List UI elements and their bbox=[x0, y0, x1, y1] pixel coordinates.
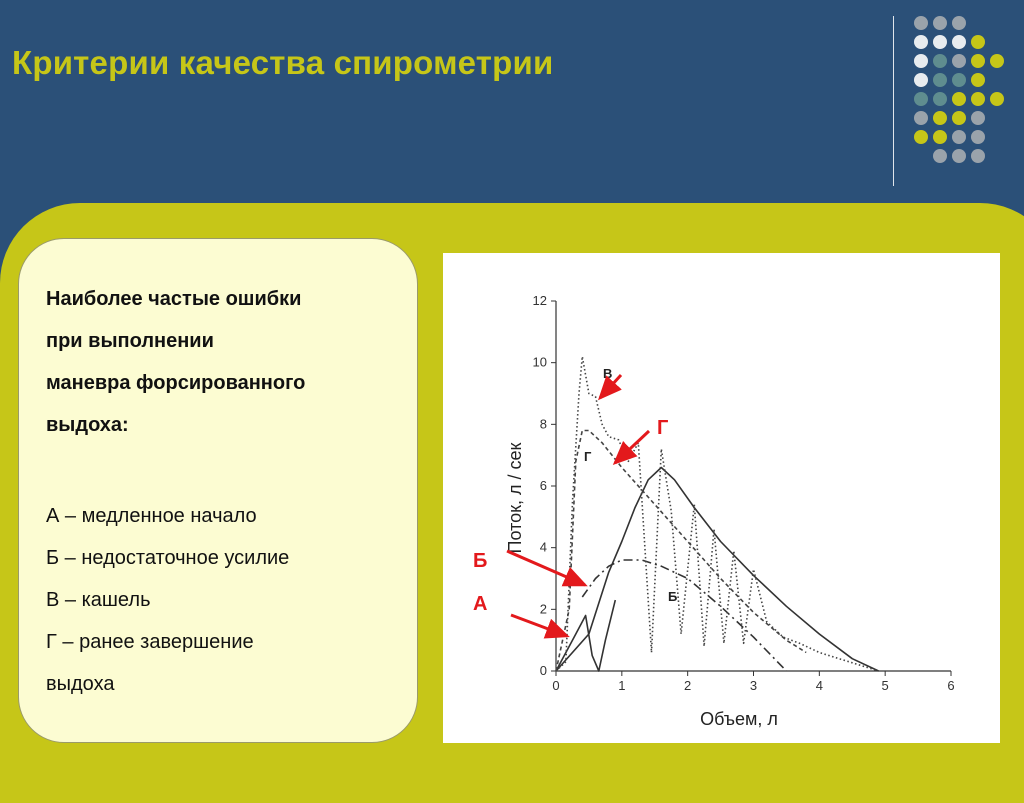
list-item: А – медленное начало bbox=[46, 505, 257, 527]
heading-line-2: при выполнении bbox=[46, 330, 214, 352]
dot bbox=[933, 149, 947, 163]
dot bbox=[971, 35, 985, 49]
chart-svg bbox=[443, 253, 1000, 743]
callout-label-g: Г bbox=[657, 417, 669, 439]
dot bbox=[933, 130, 947, 144]
dot bbox=[933, 54, 947, 68]
dot bbox=[914, 130, 928, 144]
callout-label-a: А bbox=[473, 593, 488, 615]
y-tick-label: 10 bbox=[532, 354, 547, 370]
callout-arrow-b bbox=[507, 551, 585, 585]
curve-label-b: Б bbox=[668, 589, 678, 604]
heading-line-4: выдоха: bbox=[46, 414, 129, 436]
x-tick-label: 3 bbox=[749, 678, 758, 693]
dot bbox=[933, 73, 947, 87]
dot bbox=[952, 130, 966, 144]
y-tick-label: 2 bbox=[539, 601, 547, 617]
dot bbox=[914, 111, 928, 125]
dot bbox=[914, 35, 928, 49]
heading-line-1: Наиболее частые ошибки bbox=[46, 288, 302, 310]
dot bbox=[971, 73, 985, 87]
series-line-0 bbox=[556, 468, 879, 672]
dot bbox=[971, 149, 985, 163]
series-line-3 bbox=[556, 357, 879, 672]
x-tick-label: 4 bbox=[815, 678, 823, 693]
dot bbox=[952, 149, 966, 163]
x-tick-label: 6 bbox=[947, 678, 955, 693]
list-item: Б – недостаточное усилие bbox=[46, 547, 290, 569]
y-tick-label: 6 bbox=[539, 478, 547, 493]
dot bbox=[990, 92, 1004, 106]
flow-volume-chart bbox=[443, 253, 1000, 743]
dot bbox=[933, 35, 947, 49]
dot bbox=[952, 35, 966, 49]
dot bbox=[971, 54, 985, 68]
dot bbox=[914, 73, 928, 87]
dot bbox=[952, 73, 966, 87]
x-axis-label: Объем, л bbox=[700, 709, 778, 729]
decorative-dot-grid bbox=[0, 0, 1024, 200]
dot bbox=[933, 16, 947, 30]
dot bbox=[990, 54, 1004, 68]
y-axis-label: Поток, л / сек bbox=[505, 442, 525, 554]
dot bbox=[952, 16, 966, 30]
dot bbox=[914, 16, 928, 30]
heading-line-3: маневра форсированного bbox=[46, 372, 306, 394]
dot bbox=[971, 111, 985, 125]
dot bbox=[971, 92, 985, 106]
dot bbox=[952, 111, 966, 125]
dot bbox=[971, 130, 985, 144]
x-tick-label: 0 bbox=[552, 678, 560, 693]
y-tick-label: 4 bbox=[539, 539, 547, 555]
x-tick-label: 5 bbox=[881, 678, 889, 693]
curve-label-v: В bbox=[603, 366, 613, 381]
y-tick-label: 12 bbox=[532, 293, 547, 308]
list-item: выдоха bbox=[46, 673, 115, 695]
dot bbox=[914, 54, 928, 68]
list-item: В – кашель bbox=[46, 589, 151, 611]
series-line-4 bbox=[556, 431, 806, 672]
curve-label-g: Г bbox=[584, 449, 592, 464]
title-divider bbox=[893, 16, 894, 186]
dot bbox=[933, 111, 947, 125]
errors-text-box bbox=[18, 238, 418, 743]
slide-title: Критерии качества спирометрии bbox=[12, 44, 554, 81]
y-tick-label: 8 bbox=[539, 416, 547, 432]
dot bbox=[933, 92, 947, 106]
dot bbox=[952, 92, 966, 106]
y-tick-label: 0 bbox=[539, 663, 547, 678]
callout-arrow-a bbox=[511, 615, 567, 636]
callout-label-b: Б bbox=[473, 550, 488, 572]
x-tick-label: 2 bbox=[684, 678, 692, 693]
callout-arrow-g bbox=[615, 431, 649, 463]
list-item: Г – ранее завершение bbox=[46, 631, 254, 653]
dot bbox=[914, 92, 928, 106]
dot bbox=[952, 54, 966, 68]
x-tick-label: 1 bbox=[618, 678, 626, 693]
